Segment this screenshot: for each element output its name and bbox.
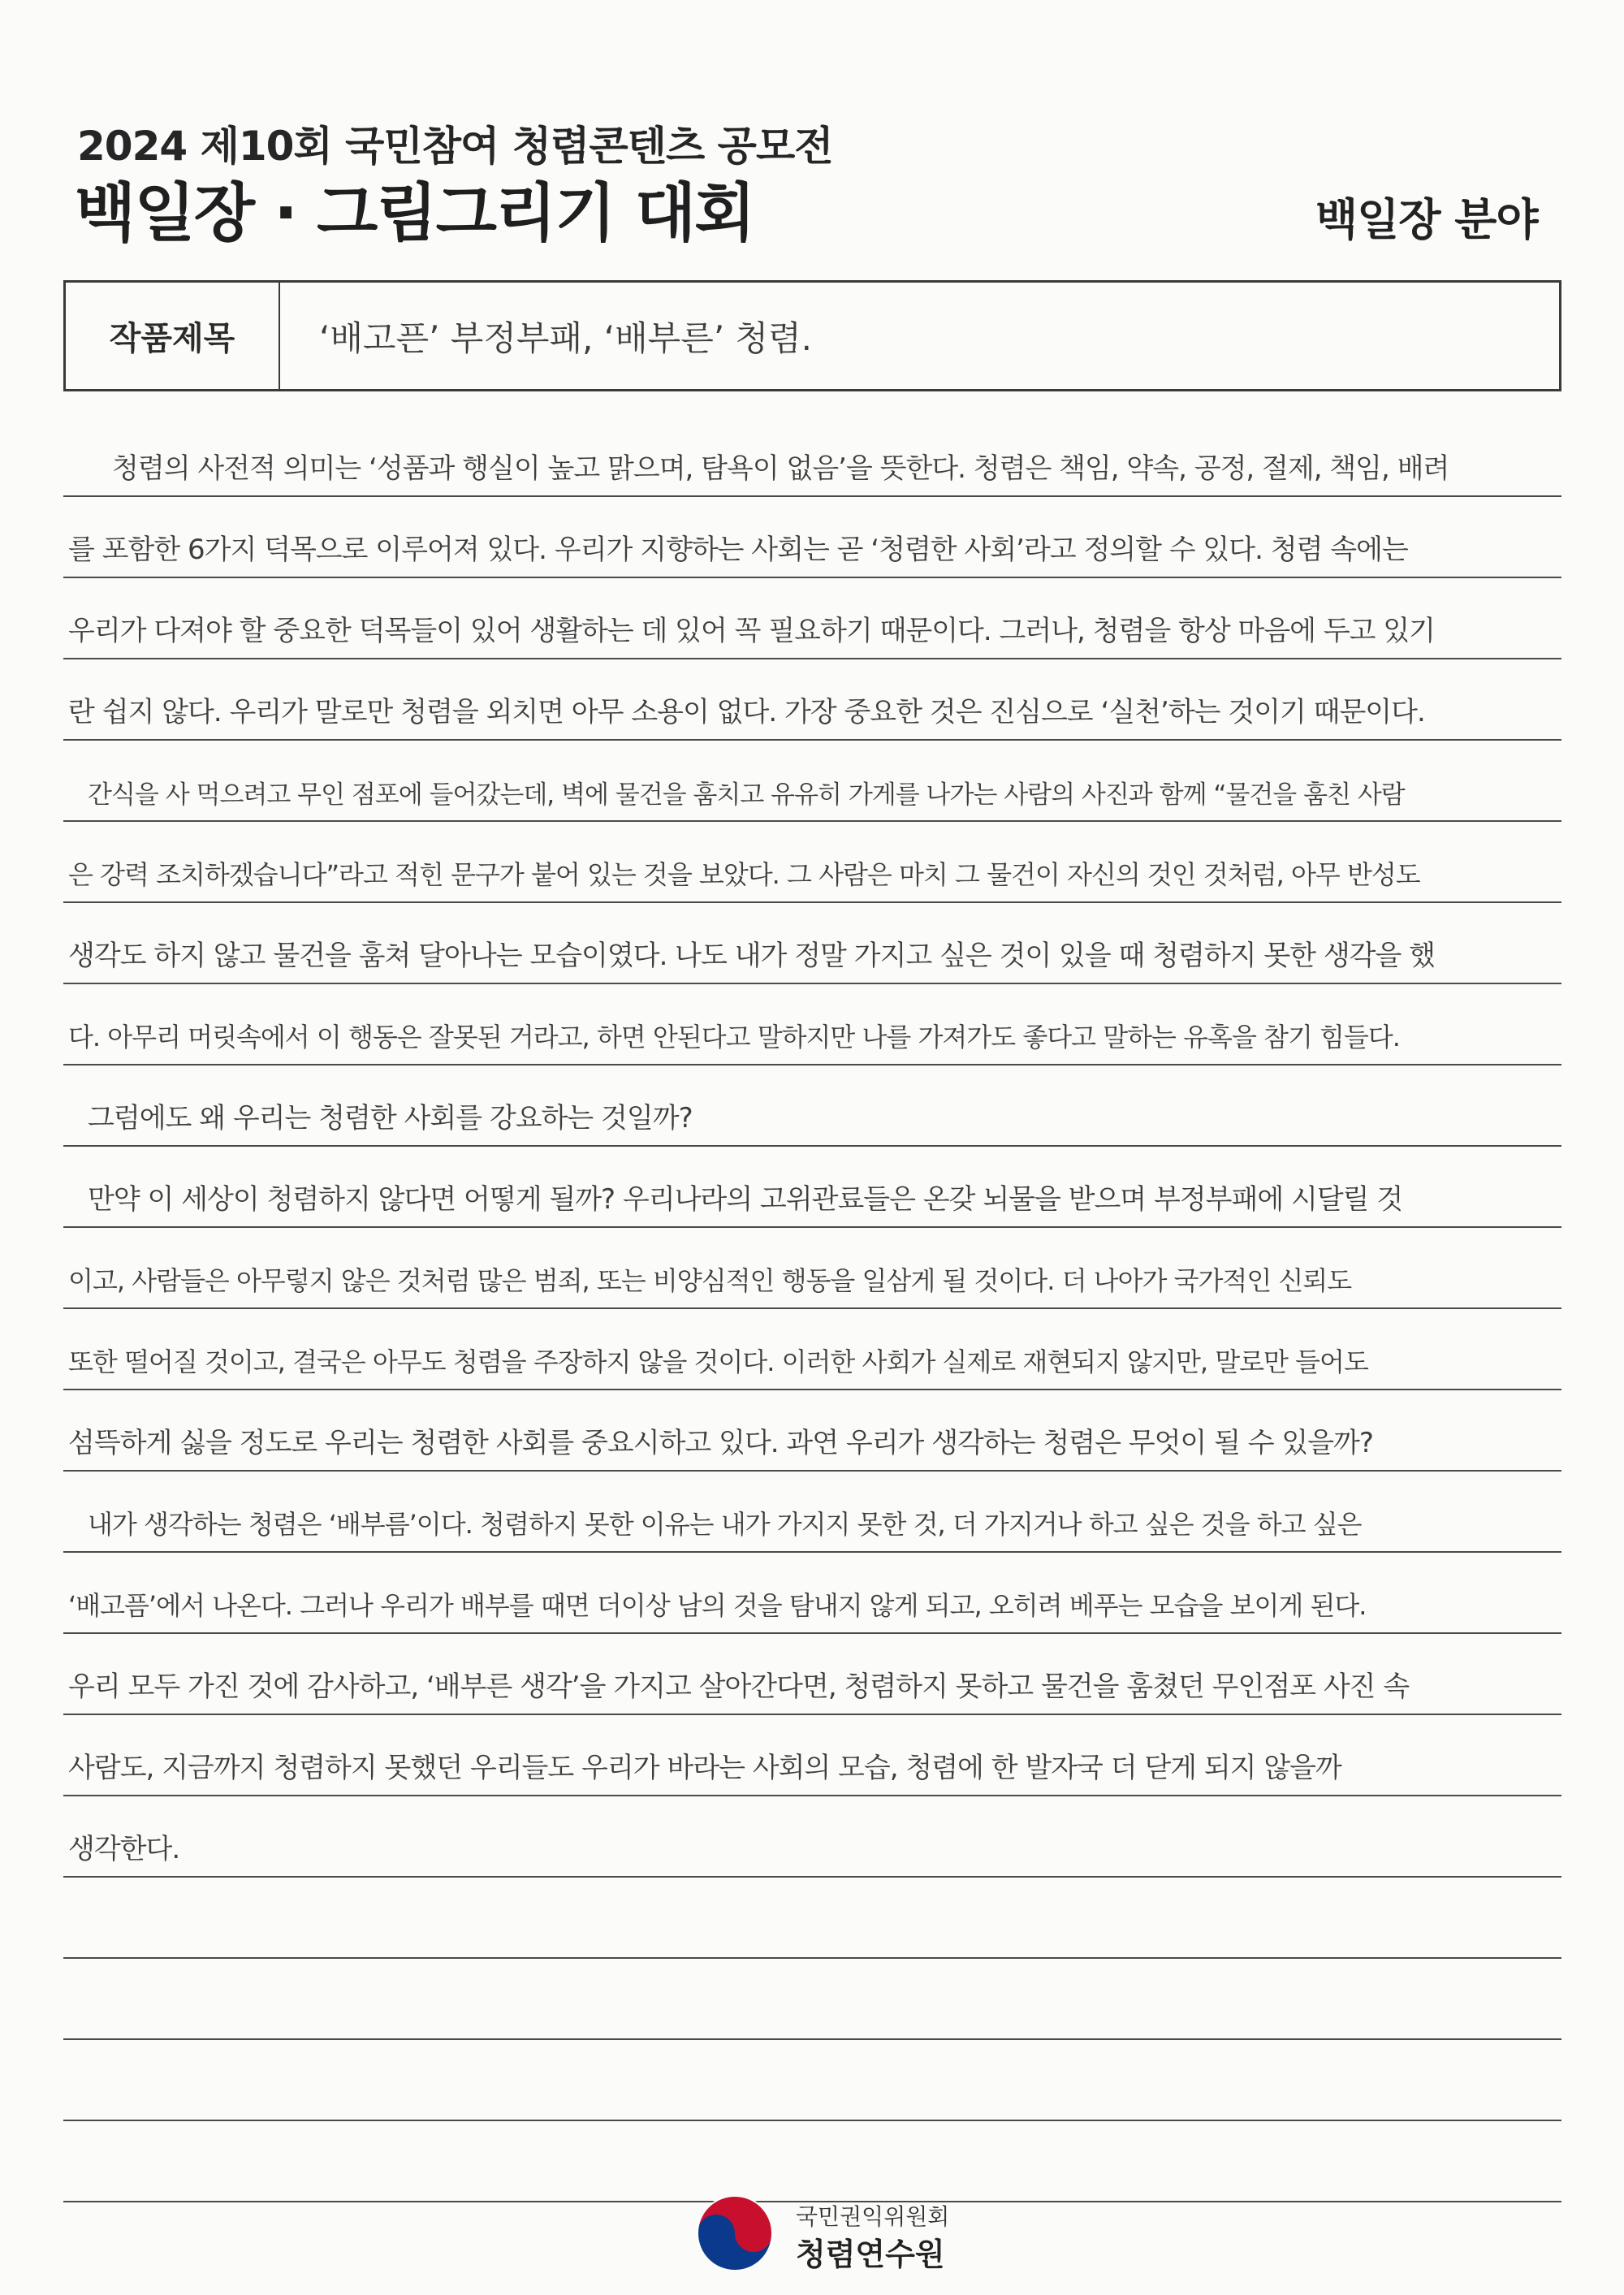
- essay-body: [63, 416, 1561, 2202]
- essay-line: 청렴의 사전적 의미는 ‘성품과 행실이 높고 맑으며, 탐욕이 없음’을 뜻한다. 청렴은 책임, 약속, 공정, 절제, 책임, 배려: [63, 416, 1561, 497]
- essay-line: 또한 떨어질 것이고, 결국은 아무도 청렴을 주장하지 않을 것이다. 이러한 사회가 실제로 재현되지 않지만, 말로만 들어도: [63, 1309, 1561, 1390]
- contest-title: 2024 제10회 국민참여 청렴콘텐츠 공모전: [77, 123, 833, 170]
- essay-line: 우리 모두 가진 것에 감사하고, ‘배부른 생각’을 가지고 살아간다면, 청렴하지 못하고 물건을 훔쳤던 무인점포 사진 속: [63, 1634, 1561, 1715]
- essay-line: 은 강력 조치하겠습니다”라고 적힌 문구가 붙어 있는 것을 보았다. 그 사람은 마치 그 물건이 자신의 것인 것처럼, 아무 반성도: [63, 822, 1561, 903]
- work-title-value: ‘배고픈’ 부정부패, ‘배부른’ 청렴.: [319, 318, 813, 358]
- essay-line: 그럼에도 왜 우리는 청렴한 사회를 강요하는 것일까?: [63, 1065, 1561, 1147]
- event-title: 백일장 · 그림그리기 대회: [75, 177, 754, 250]
- essay-line: 간식을 사 먹으려고 무인 점포에 들어갔는데, 벽에 물건을 훔치고 유유히 가게를 나가는 사람의 사진과 함께 “물건을 훔친 사람: [63, 741, 1561, 822]
- essay-line: 섬뜩하게 싫을 정도로 우리는 청렴한 사회를 중요시하고 있다. 과연 우리가 생각하는 청렴은 무엇이 될 수 있을까?: [63, 1390, 1561, 1472]
- essay-line: [63, 2121, 1561, 2202]
- footer-org: 국민권익위원회: [796, 2203, 950, 2230]
- essay-line: ‘배고픔’에서 나온다. 그러나 우리가 배부를 때면 더이상 남의 것을 탐내지 않게 되고, 오히려 베푸는 모습을 보이게 된다.: [63, 1553, 1561, 1634]
- essay-line: 사람도, 지금까지 청렴하지 못했던 우리들도 우리가 바라는 사회의 모습, 청렴에 한 발자국 더 닫게 되지 않을까: [63, 1715, 1561, 1796]
- essay-line: 다. 아무리 머릿속에서 이 행동은 잘못된 거라고, 하면 안된다고 말하지만 나를 가져가도 좋다고 말하는 유혹을 참기 힘들다.: [63, 984, 1561, 1065]
- essay-line: 생각한다.: [63, 1796, 1561, 1878]
- essay-line: 내가 생각하는 청렴은 ‘배부름’이다. 청렴하지 못한 이유는 내가 가지지 못한 것, 더 가지거나 하고 싶은 것을 하고 싶은: [63, 1472, 1561, 1553]
- essay-line: [63, 1959, 1561, 2040]
- work-title-box: [63, 280, 1561, 391]
- essay-line: 우리가 다져야 할 중요한 덕목들이 있어 생활하는 데 있어 꼭 필요하기 때문이다. 그러나, 청렴을 항상 마음에 두고 있기: [63, 578, 1561, 659]
- essay-line: [63, 2040, 1561, 2121]
- work-title-label: 작품제목: [66, 283, 280, 389]
- essay-line: [63, 1878, 1561, 1959]
- essay-line: 를 포함한 6가지 덕목으로 이루어져 있다. 우리가 지향하는 사회는 곧 ‘청렴한 사회’라고 정의할 수 있다. 청렴 속에는: [63, 497, 1561, 578]
- taegeuk-logo-icon: [694, 2193, 775, 2274]
- essay-line: 이고, 사람들은 아무렇지 않은 것처럼 많은 범죄, 또는 비양심적인 행동을 일삼게 될 것이다. 더 나아가 국가적인 신뢰도: [63, 1228, 1561, 1309]
- footer-institute: 청렴연수원: [796, 2237, 945, 2272]
- essay-line: 만약 이 세상이 청렴하지 않다면 어떻게 될까? 우리나라의 고위관료들은 온갖 뇌물을 받으며 부정부패에 시달릴 것: [63, 1147, 1561, 1228]
- essay-line: 생각도 하지 않고 물건을 훔쳐 달아나는 모습이였다. 나도 내가 정말 가지고 싶은 것이 있을 때 청렴하지 못한 생각을 했: [63, 903, 1561, 984]
- category-label: 백일장 분야: [1315, 194, 1538, 245]
- essay-line: 란 쉽지 않다. 우리가 말로만 청렴을 외치면 아무 소용이 없다. 가장 중요한 것은 진심으로 ‘실천’하는 것이기 때문이다.: [63, 659, 1561, 741]
